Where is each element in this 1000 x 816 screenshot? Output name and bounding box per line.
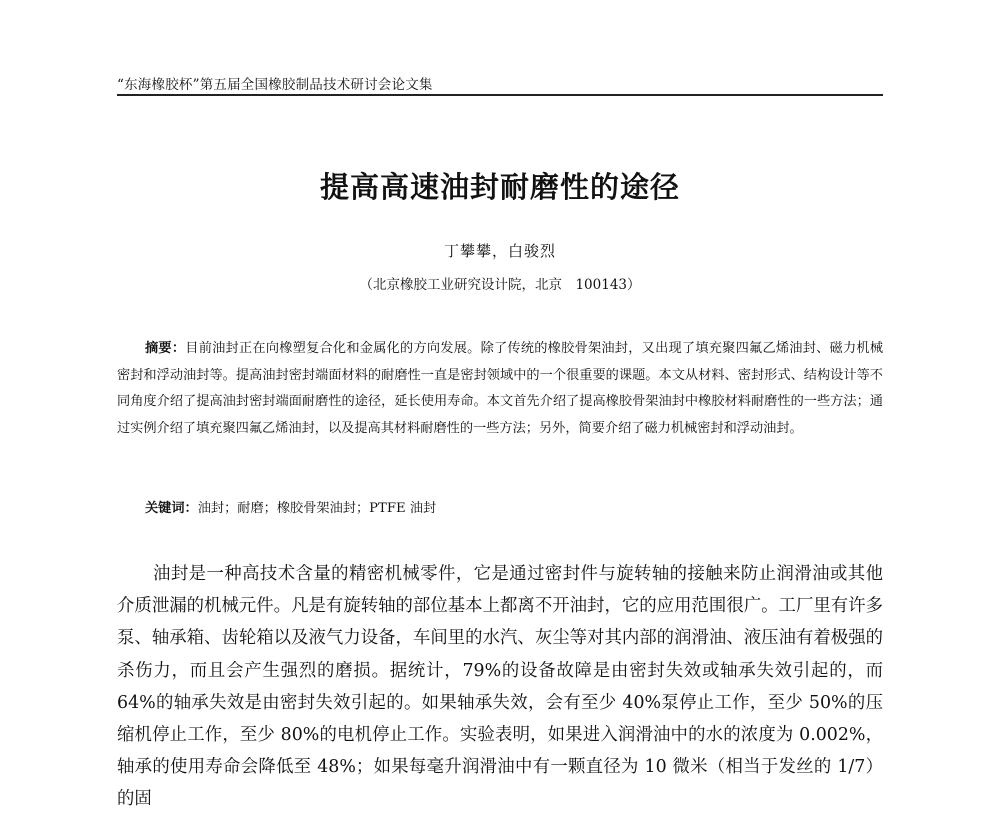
- body-paragraph: 油封是一种高技术含量的精密机械零件，它是通过密封件与旋转轴的接触来防止润滑油或其他介质泄漏的机械元件。凡是有旋转轴的部位基本上都离不开油封，它的应用范围很广。工厂里有许多泵、轴承箱、齿轮箱以及液气力设备，车间里的水汽、灰尘等对其内部的润滑油、液压油有着极强的杀伤力，而且会产生强烈的磨损。据统计，79%的设备故障是由密封失效或轴承失效引起的，而 64%的轴承失效是由密封失效引起的。如果轴承失效，会有至少 40%泵停止工作，至少 50%的压缩机停止工作，至少 80%的电机停止工作。实验表明，如果进入润滑油中的水的浓度为 0.002%，轴承的使用寿命会降低至 48%；如果每毫升润滑油中有一颗直径为 10 微米（相当于发丝的 1/7）的固: [117, 564, 883, 810]
- abstract-label: 摘要：: [145, 341, 186, 356]
- running-header: [117, 70, 883, 96]
- keywords-text: 油封；耐磨；橡胶骨架油封；PTFE 油封: [197, 501, 437, 516]
- page-title: 提高高速油封耐磨性的途径: [319, 170, 680, 204]
- abstract-text: 目前油封正在向橡塑复合化和金属化的方向发展。除了传统的橡胶骨架油封，又出现了填充聚四氟乙烯油封、磁力机械密封和浮动油封等。提高油封密封端面材料的耐磨性一直是密封领域中的一个很重要的课题。本文从材料、密封形式、结构设计等不同角度介绍了提高油封密封端面耐磨性的途径，延长使用寿命。本文首先介绍了提高橡胶骨架油封中橡胶材料耐磨性的一些方法；通过实例介绍了填充聚四氟乙烯油封，以及提高其材料耐磨性的一些方法；另外，简要介绍了磁力机械密封和浮动油封。: [117, 341, 884, 436]
- abstract: [117, 336, 883, 442]
- running-header-text: “东海橡胶杯”第五届全国橡胶制品技术研讨会论文集: [117, 77, 433, 93]
- keywords: [145, 497, 436, 516]
- authors: 丁攀攀，白骏烈: [443, 242, 556, 260]
- affiliation: （北京橡胶工业研究设计院，北京 100143）: [359, 277, 641, 293]
- keywords-label: 关键词：: [145, 501, 198, 516]
